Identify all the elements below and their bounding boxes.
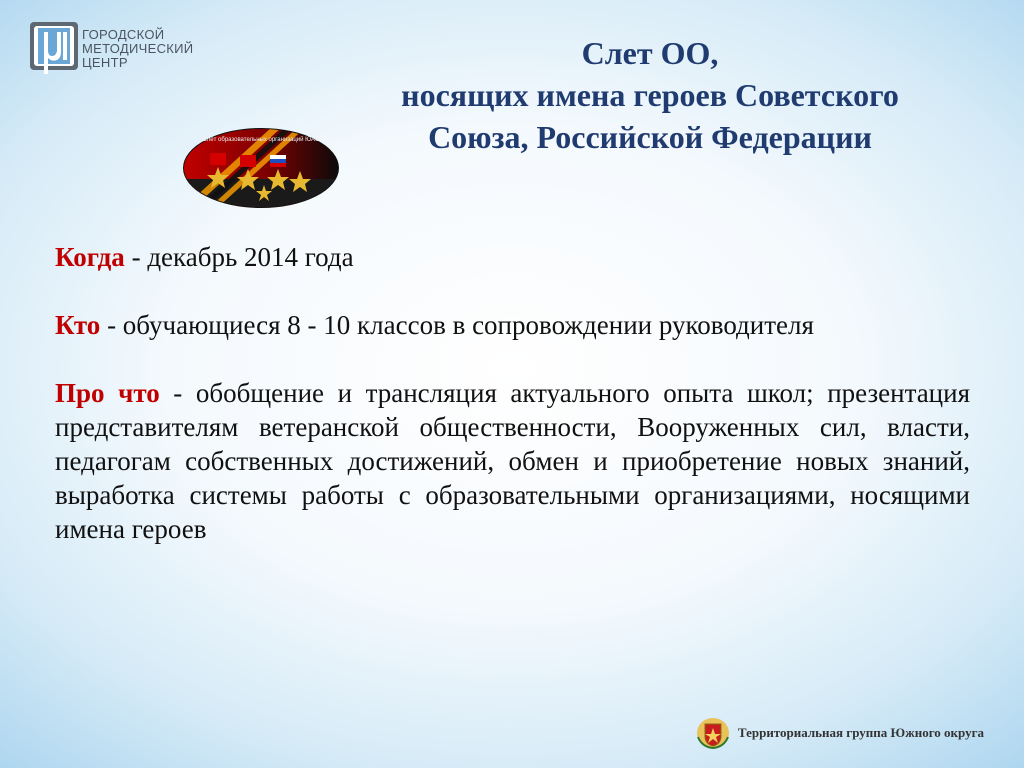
when-paragraph: [55, 240, 970, 274]
title-line-2: носящих имена героев Советского: [401, 77, 899, 113]
coat-of-arms-icon: [696, 717, 730, 749]
who-text: - обучающиеся 8 - 10 классов в сопровождении руководителя: [100, 310, 814, 340]
mu-letter-icon: [30, 22, 78, 80]
emblem-caption: Слёт образовательных организаций ЮАО: [202, 137, 320, 143]
logo-line-3: ЦЕНТР: [82, 55, 128, 70]
footer-text: Территориальная группа Южного округа: [737, 725, 984, 740]
about-paragraph: [55, 376, 970, 546]
slide-title: [320, 32, 980, 158]
logo-line-2: МЕТОДИЧЕСКИЙ: [82, 41, 194, 56]
footer: [696, 716, 984, 750]
slide-body: [55, 240, 970, 580]
about-text: - обобщение и трансляция актуального опыта школ; презентация представителям ветеранской общественности, Вооруженных сил, власти, педагогам собственных достижений, обмен и приобретение новых знаний, выработка системы работы с образовательными организациями, носящими имена героев: [55, 378, 971, 544]
title-line-3: Союза, Российской Федерации: [428, 119, 872, 155]
who-label: Кто: [55, 310, 101, 340]
title-line-1: Слет ОО,: [581, 35, 719, 71]
hero-stars-emblem-icon: [182, 127, 340, 209]
when-separator: -: [124, 242, 148, 272]
logo-text: [82, 28, 193, 70]
about-label: Про что: [55, 378, 160, 408]
gmc-logo: [30, 22, 220, 82]
logo-line-1: ГОРОДСКОЙ: [82, 27, 165, 42]
when-label: Когда: [55, 242, 125, 272]
who-paragraph: [55, 308, 970, 342]
when-text: декабрь 2014 года: [147, 242, 354, 272]
